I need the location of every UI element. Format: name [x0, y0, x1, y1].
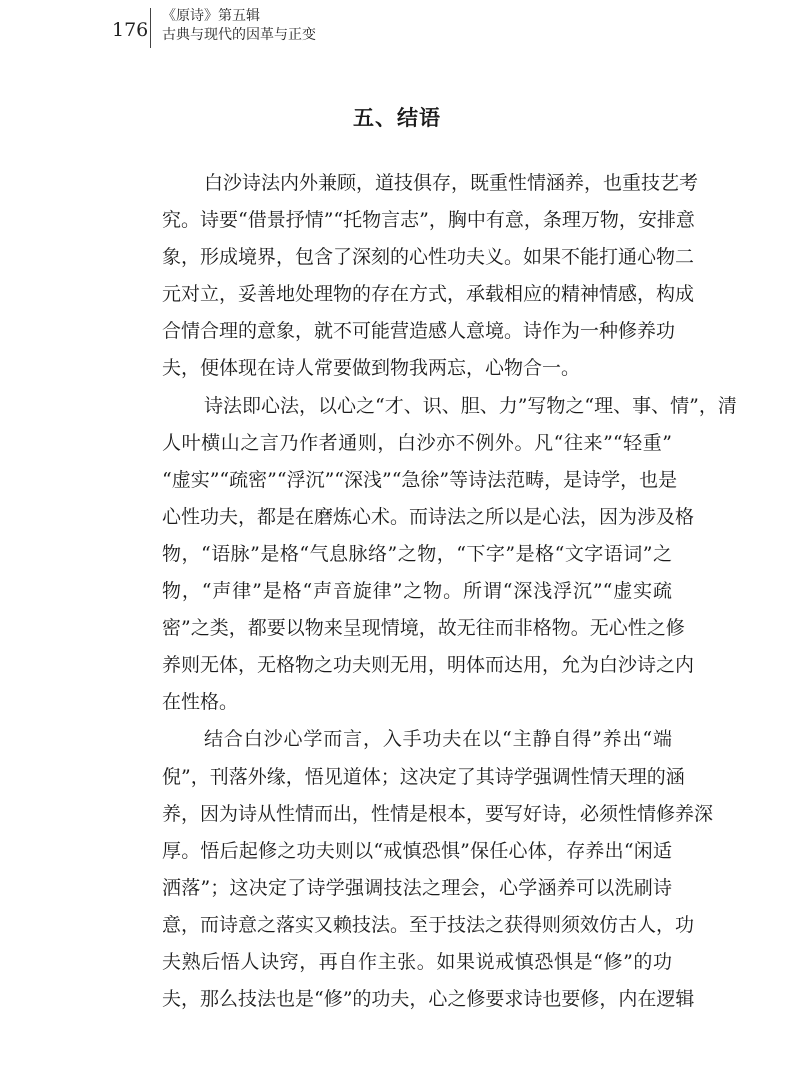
- series-title: 《原诗》第五辑: [162, 8, 260, 24]
- text-line: 究。诗要“借景抒情”“托物言志”，胸中有意，条理万物，安排意: [162, 209, 695, 232]
- text-line: 白沙诗法内外兼顾，道技俱存，既重性情涵养，也重技艺考: [204, 172, 699, 194]
- body-text: [162, 165, 737, 1018]
- text-line: 物，“语脉”是格“气息脉络”之物，“下字”是格“文字语词”之: [162, 542, 672, 565]
- paragraph-3: [162, 721, 714, 1018]
- volume-title: 古典与现代的因革与正变: [162, 27, 316, 43]
- text-line: 养则无体，无格物之功夫则无用，明体而达用，允为白沙诗之内: [162, 654, 695, 677]
- text-line: 夫熟后悟人诀窍，再自作主张。如果说戒慎恐惧是“修”的功: [162, 950, 672, 973]
- text-line: 心性功夫，都是在磨炼心术。而诗法之所以是心法，因为涉及格: [162, 505, 695, 528]
- text-line: 洒落”；这决定了诗学强调技法之理会，心学涵养可以洗刷诗: [162, 876, 672, 899]
- text-line: 诗法即心法，以心之“才、识、胆、力”写物之“理、事、情”，清: [204, 394, 737, 417]
- text-line: 意，而诗意之落实又赖技法。至于技法之获得则须效仿古人，功: [162, 913, 695, 936]
- paragraph-1: [162, 165, 699, 388]
- text-line: 象，形成境界，包含了深刻的心性功夫义。如果不能打通心物二: [162, 246, 695, 269]
- paragraph-2: [162, 388, 737, 722]
- section-heading: 五、结语: [353, 105, 441, 130]
- header-divider: [150, 8, 151, 48]
- text-line: “虚实”“疏密”“浮沉”“深浅”“急徐”等诗法范畴，是诗学，也是: [162, 468, 678, 491]
- text-line: 结合白沙心学而言，入手功夫在以“主静自得”养出“端: [204, 728, 672, 751]
- text-line: 夫，便体现在诗人常要做到物我两忘，心物合一。: [162, 357, 581, 380]
- text-line: 元对立，妥善地处理物的存在方式，承载相应的精神情感，构成: [162, 283, 695, 306]
- text-line: 倪”，刊落外缘，悟见道体；这决定了其诗学强调性情天理的涵: [162, 765, 685, 788]
- text-line: 养，因为诗从性情而出，性情是根本，要写好诗，必须性情修养深: [162, 802, 714, 825]
- text-line: 厚。悟后起修之功夫则以“戒慎恐惧”保任心体，存养出“闲适: [162, 839, 672, 862]
- text-line: 物，“声律”是格“声音旋律”之物。所谓“深浅浮沉”“虚实疏: [162, 580, 672, 603]
- text-line: 夫，那么技法也是“修”的功夫，心之修要求诗也要修，内在逻辑: [162, 988, 695, 1011]
- text-line: 合情合理的意象，就不可能营造感人意境。诗作为一种修养功: [162, 320, 676, 343]
- page-number: 176: [112, 19, 149, 41]
- text-line: 人叶横山之言乃作者通则，白沙亦不例外。凡“往来”“轻重”: [162, 431, 672, 454]
- running-header: [162, 7, 316, 45]
- text-line: 密”之类，都要以物来呈现情境，故无往而非格物。无心性之修: [162, 617, 685, 640]
- text-line: 在性格。: [162, 691, 239, 714]
